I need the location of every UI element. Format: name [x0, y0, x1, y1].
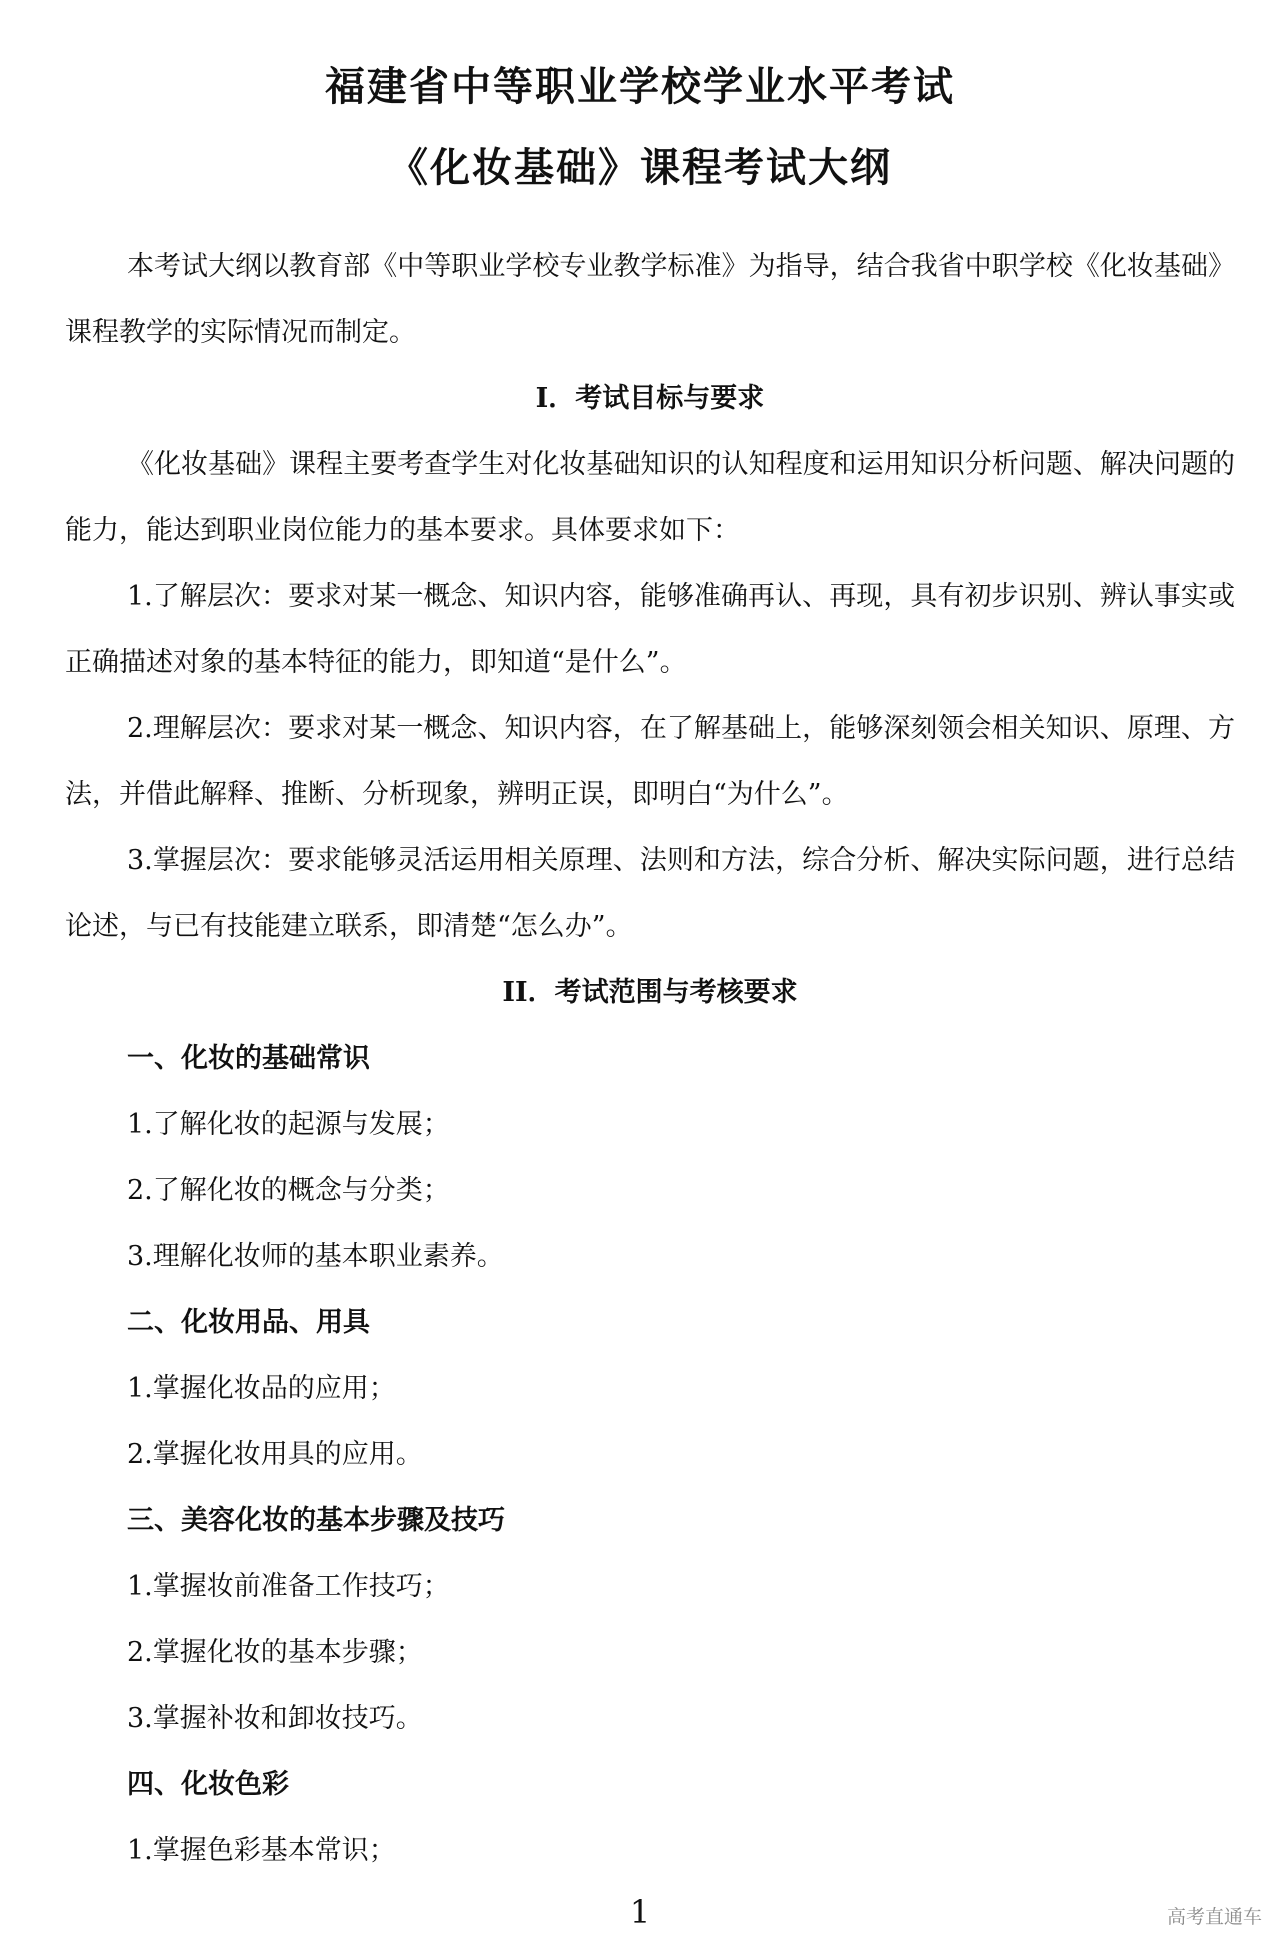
- list-item: 2.了解化妆的概念与分类；: [127, 1175, 450, 1206]
- page-number: 1: [629, 1893, 651, 1931]
- list-item: 2.掌握化妆用具的应用。: [127, 1439, 423, 1470]
- section-1-paragraph: 3.掌握层次：要求能够灵活运用相关原理、法则和方法，综合分析、解决实际问题，进行总结论述，与已有技能建立联系，即清楚“怎么办”。: [65, 845, 1235, 942]
- section-1-paragraph: 2.理解层次：要求对某一概念、知识内容，在了解基础上，能够深刻领会相关知识、原理、方法，并借此解释、推断、分析现象，辨明正误，即明白“为什么”。: [65, 713, 1235, 810]
- document-body: [65, 234, 1235, 1884]
- list-item: 2.掌握化妆的基本步骤；: [127, 1637, 423, 1668]
- document-title-line-1: 福建省中等职业学校学业水平考试: [325, 64, 955, 110]
- list-item: 3.理解化妆师的基本职业素养。: [127, 1241, 504, 1272]
- watermark-text: 高考直通车: [1166, 1906, 1262, 1928]
- list-item: 1.了解化妆的起源与发展；: [127, 1109, 450, 1140]
- list-item: 3.掌握补妆和卸妆技巧。: [127, 1703, 423, 1734]
- list-item: 1.掌握色彩基本常识；: [127, 1835, 396, 1866]
- subsection-heading: 一、化妆的基础常识: [127, 1043, 370, 1074]
- subsection-heading: 二、化妆用品、用具: [127, 1307, 370, 1338]
- section-2-heading: II．考试范围与考核要求: [502, 977, 798, 1008]
- subsection-heading: 四、化妆色彩: [127, 1769, 289, 1800]
- list-item: 1.掌握化妆品的应用；: [127, 1373, 396, 1404]
- document-title-line-2: 《化妆基础》课程考试大纲: [388, 145, 892, 191]
- section-1-paragraph: 1.了解层次：要求对某一概念、知识内容，能够准确再认、再现，具有初步识别、辨认事实或正确描述对象的基本特征的能力，即知道“是什么”。: [65, 581, 1235, 678]
- section-1-paragraph: 《化妆基础》课程主要考查学生对化妆基础知识的认知程度和运用知识分析问题、解决问题的能力，能达到职业岗位能力的基本要求。具体要求如下：: [65, 449, 1235, 546]
- intro-paragraph: 本考试大纲以教育部《中等职业学校专业教学标准》为指导，结合我省中职学校《化妆基础》课程教学的实际情况而制定。: [65, 251, 1235, 348]
- section-1-heading: I．考试目标与要求: [535, 383, 765, 414]
- list-item: 1.掌握妆前准备工作技巧；: [127, 1571, 450, 1602]
- subsection-heading: 三、美容化妆的基本步骤及技巧: [127, 1505, 505, 1536]
